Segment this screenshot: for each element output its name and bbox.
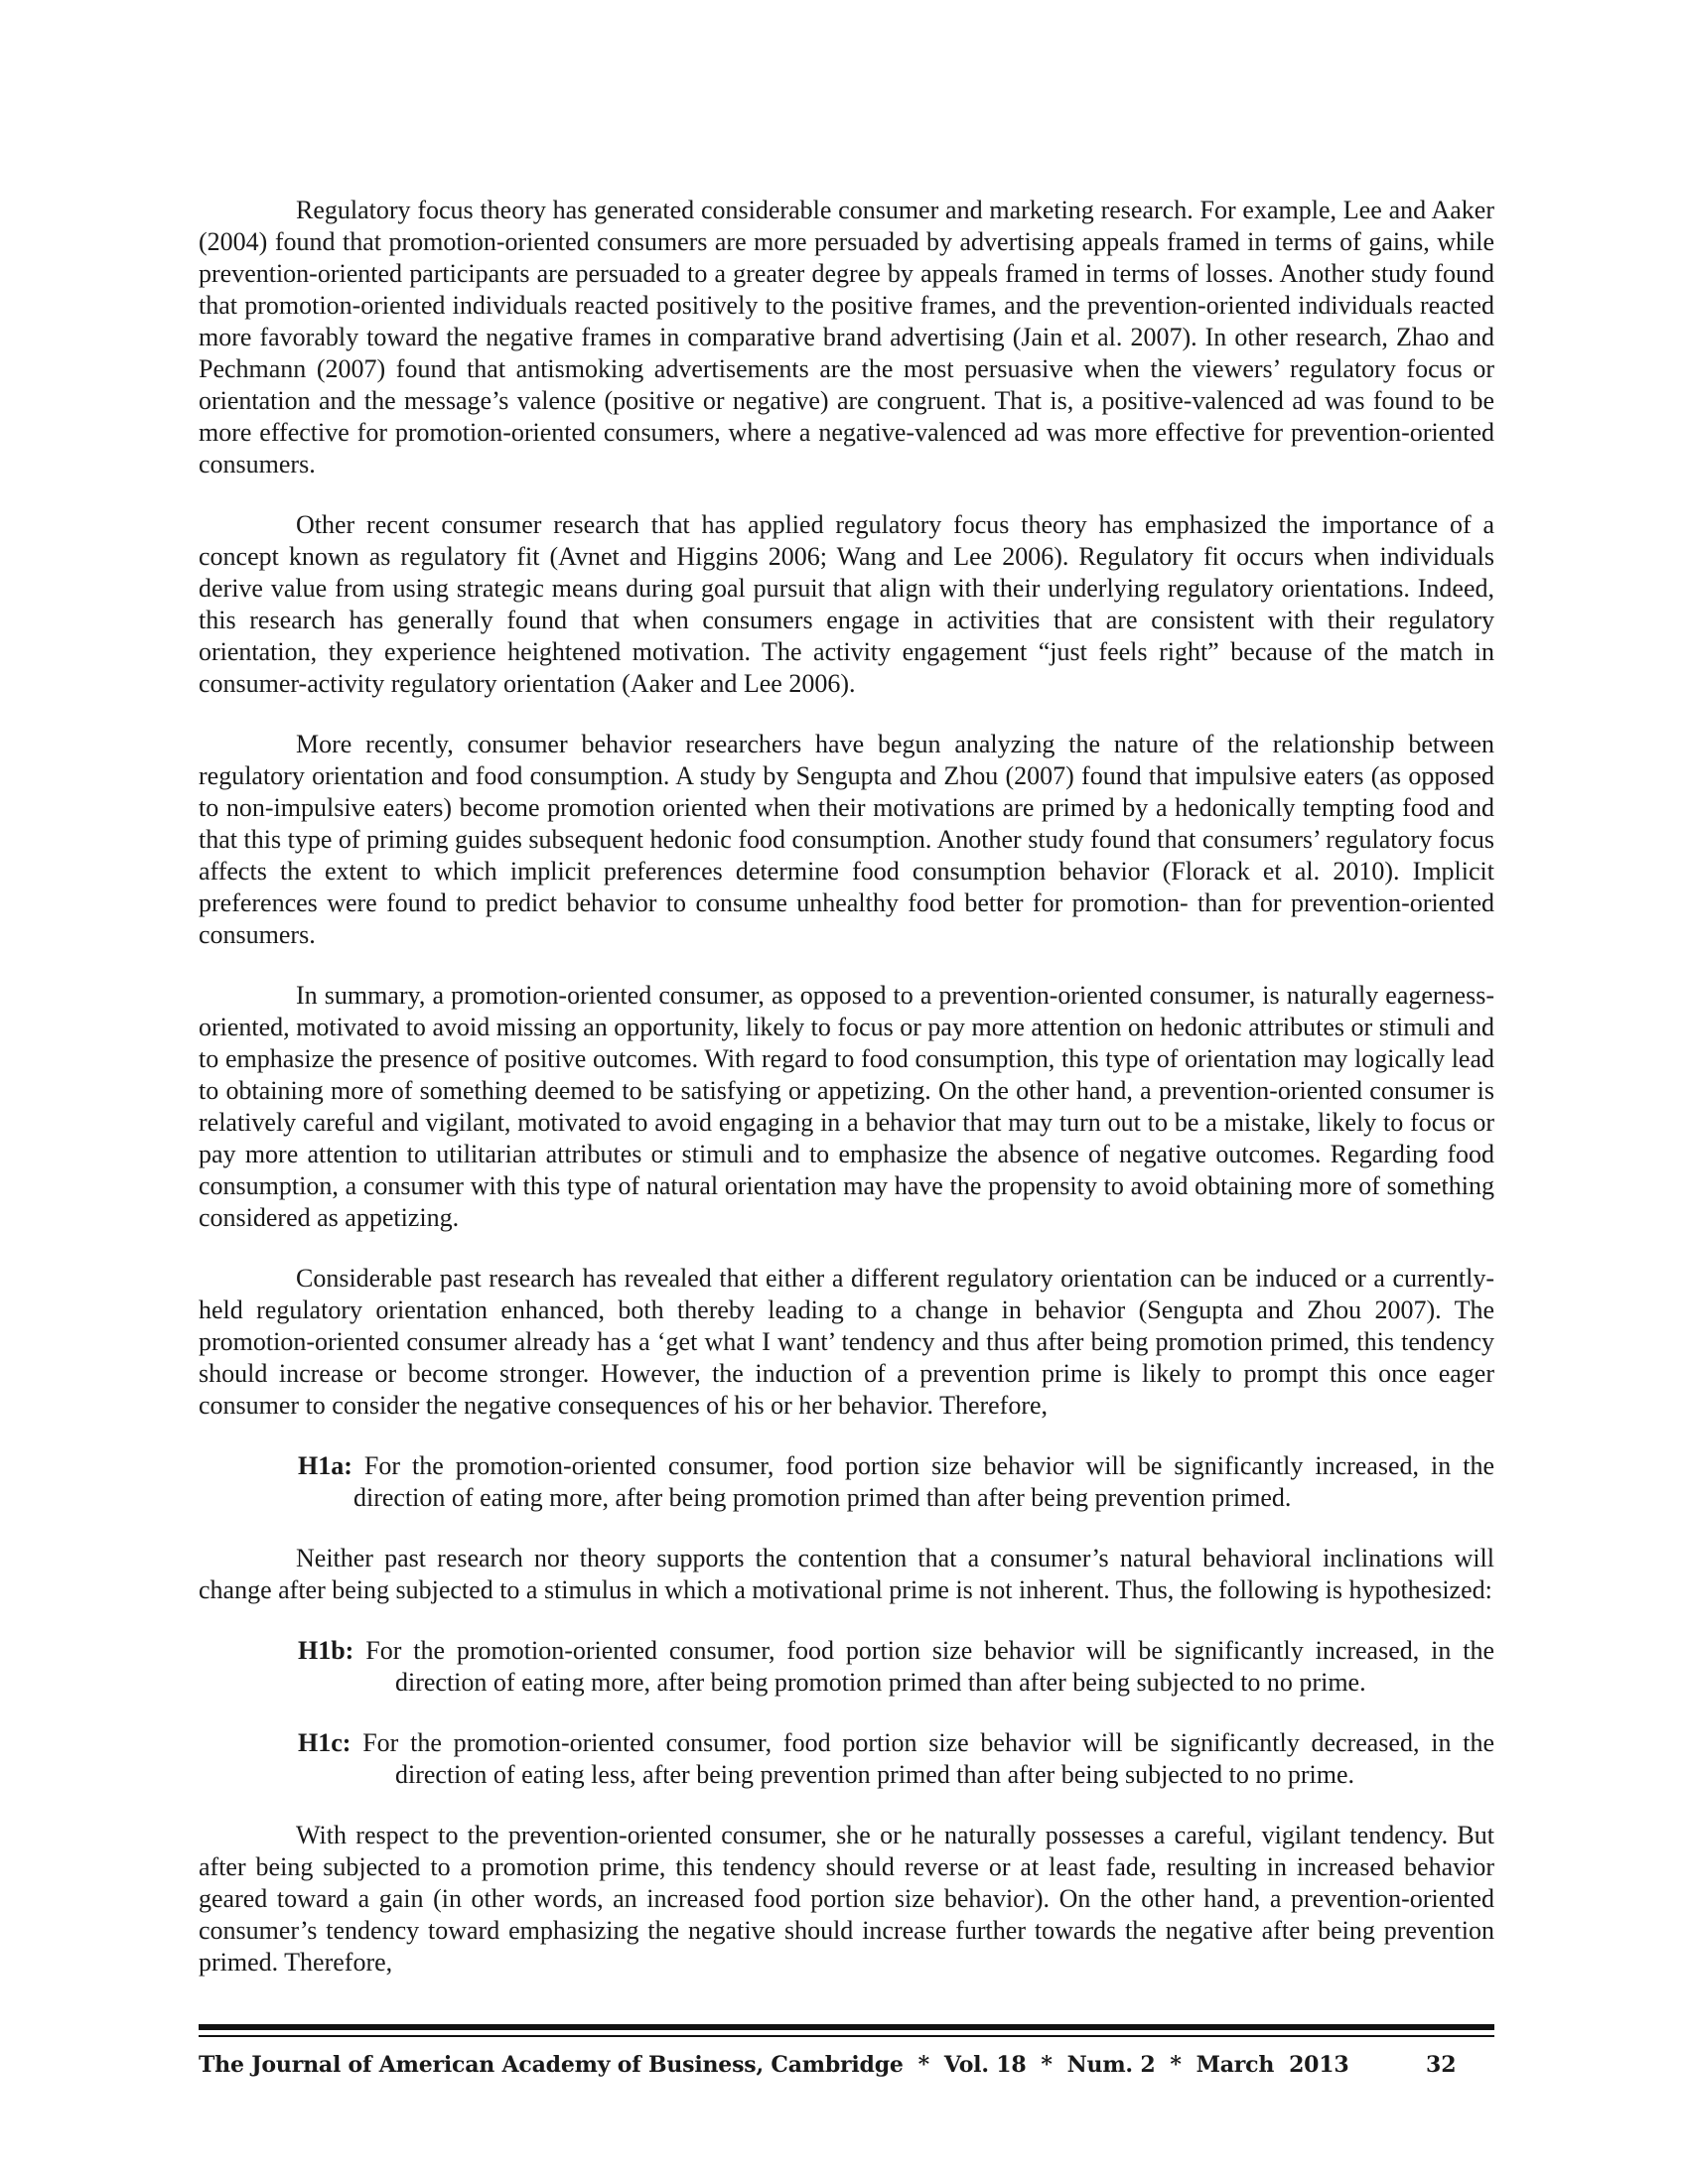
footer-rule <box>199 2035 1494 2037</box>
hypothesis-text: For the promotion-oriented consumer, food portion size behavior will be significantly increased, in the direction of eating more, after being promotion primed than after being prevention primed. <box>353 1451 1494 1512</box>
hypothesis-h1b <box>199 1635 1494 1699</box>
hypothesis-label: H1a: <box>298 1451 352 1480</box>
body-paragraph: Regulatory focus theory has generated considerable consumer and marketing research. For example, Lee and Aaker (2004) found that promotion-oriented consumers are more persuaded by advertising appeals framed in terms of gains, while prevention-oriented participants are persuaded to a greater degree by appeals framed in terms of losses. Another study found that promotion-oriented individuals reacted positively to the positive frames, and the prevention-oriented individuals reacted more favorably toward the negative frames in comparative brand advertising (Jain et al. 2007). In other research, Zhao and Pechmann (2007) found that antismoking advertisements are the most persuasive when the viewers’ regulatory focus or orientation and the message’s valence (positive or negative) are congruent. That is, a positive-valenced ad was found to be more effective for promotion-oriented consumers, where a negative-valenced ad was more effective for prevention-oriented consumers. <box>199 196 1494 478</box>
hypothesis-text: For the promotion-oriented consumer, food portion size behavior will be significantly decreased, in the direction of eating less, after being prevention primed than after being subjected to no prime. <box>362 1728 1494 1789</box>
body-paragraph: With respect to the prevention-oriented consumer, she or he naturally possesses a careful, vigilant tendency. But after being subjected to a promotion prime, this tendency should reverse or at least fade, resulting in increased behavior geared toward a gain (in other words, an increased food portion size behavior). On the other hand, a prevention-oriented consumer’s tendency toward emphasizing the negative should increase further towards the negative after being prevention primed. Therefore, <box>199 1821 1494 1977</box>
page-body <box>199 195 1494 2007</box>
hypothesis-h1a <box>199 1450 1494 1514</box>
body-paragraph: Other recent consumer research that has applied regulatory focus theory has emphasized the importance of a concept known as regulatory fit (Avnet and Higgins 2006; Wang and Lee 2006). Regulatory fit occurs when individuals derive value from using strategic means during goal pursuit that align with their underlying regulatory orientations. Indeed, this research has generally found that when consumers engage in activities that are consistent with their regulatory orientation, they experience heightened motivation. The activity engagement “just feels right” because of the match in consumer-activity regulatory orientation (Aaker and Lee 2006). <box>199 510 1494 698</box>
body-paragraph: Considerable past research has revealed that either a different regulatory orientation can be induced or a currently-held regulatory orientation enhanced, both thereby leading to a change in behavior (Sengupta and Zhou 2007). The promotion-oriented consumer already has a ‘get what I want’ tendency and thus after being promotion primed, this tendency should increase or become stronger. However, the induction of a prevention prime is likely to prompt this once eager consumer to consider the negative consequences of his or her behavior. Therefore, <box>199 1264 1494 1420</box>
hypothesis-label: H1c: <box>298 1728 352 1757</box>
journal-citation: The Journal of American Academy of Business, Cambridge * Vol. 18 * Num. 2 * March 2013 <box>199 2052 1349 2078</box>
hypothesis-text: For the promotion-oriented consumer, food portion size behavior will be significantly increased, in the direction of eating more, after being promotion primed than after being subjected to no prime. <box>365 1636 1495 1697</box>
hypothesis-label: H1b: <box>298 1636 354 1665</box>
body-paragraph: Neither past research nor theory supports the contention that a consumer’s natural behavioral inclinations will change after being subjected to a stimulus in which a motivational prime is not inherent. Thus, the following is hypothesized: <box>199 1544 1494 1604</box>
footer-rule <box>199 2024 1494 2030</box>
body-paragraph: More recently, consumer behavior researchers have begun analyzing the nature of the relationship between regulatory orientation and food consumption. A study by Sengupta and Zhou (2007) found that impulsive eaters (as opposed to non-impulsive eaters) become promotion oriented when their motivations are primed by a hedonically tempting food and that this type of priming guides subsequent hedonic food consumption. Another study found that consumers’ regulatory focus affects the extent to which implicit preferences determine food consumption behavior (Florack et al. 2010). Implicit preferences were found to predict behavior to consume unhealthy food better for promotion- than for prevention-oriented consumers. <box>199 730 1494 949</box>
page-number: 32 <box>1426 2052 1457 2078</box>
body-paragraph: In summary, a promotion-oriented consumer, as opposed to a prevention-oriented consumer, is naturally eagerness-oriented, motivated to avoid missing an opportunity, likely to focus or pay more attention on hedonic attributes or stimuli and to emphasize the presence of positive outcomes. With regard to food consumption, this type of orientation may logically lead to obtaining more of something deemed to be satisfying or appetizing. On the other hand, a prevention-oriented consumer is relatively careful and vigilant, motivated to avoid engaging in a behavior that may turn out to be a mistake, likely to focus or pay more attention to utilitarian attributes or stimuli and to emphasize the absence of negative outcomes. Regarding food consumption, a consumer with this type of natural orientation may have the propensity to avoid obtaining more of something considered as appetizing. <box>199 981 1494 1232</box>
hypothesis-h1c <box>199 1727 1494 1791</box>
page-footer <box>199 2049 1494 2081</box>
